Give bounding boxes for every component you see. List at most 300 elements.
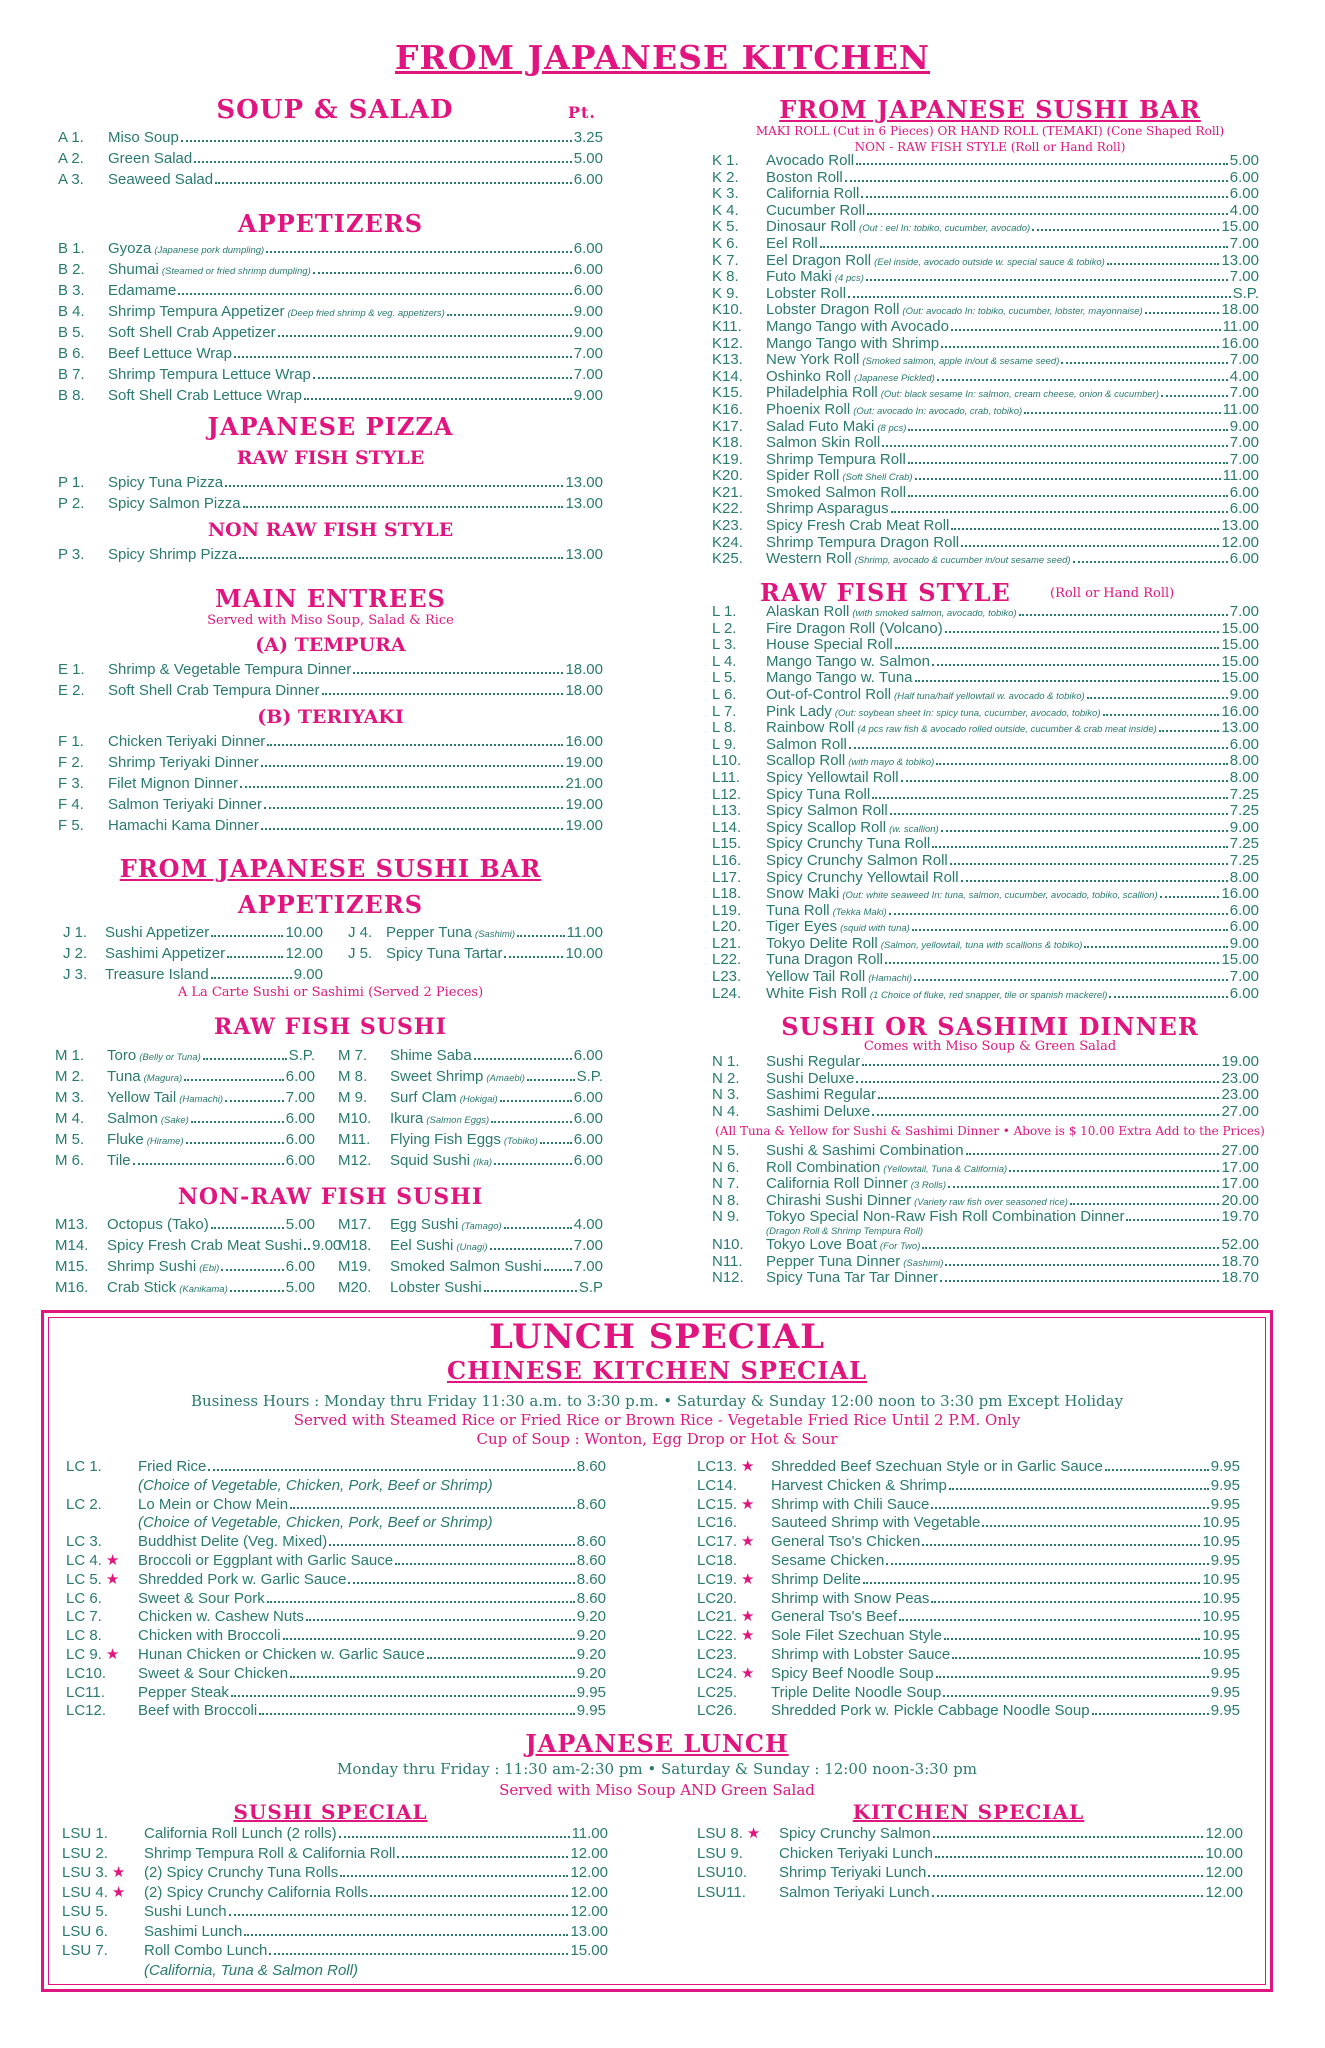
dot-leader bbox=[941, 830, 1228, 832]
item-name: Gyoza bbox=[108, 240, 152, 257]
item-description: (For Two) bbox=[879, 1241, 921, 1252]
dot-leader bbox=[1160, 896, 1220, 898]
menu-item bbox=[697, 1571, 1240, 1590]
item-code: LC10. bbox=[66, 1664, 107, 1682]
dot-leader bbox=[225, 1100, 284, 1102]
dot-leader bbox=[264, 807, 563, 809]
item-name: Shrimp Teriyaki Dinner bbox=[108, 754, 259, 771]
dot-leader bbox=[933, 1836, 1204, 1838]
item-description: (Sake) bbox=[160, 1115, 189, 1126]
item-description: (Salmon, yellowtail, tuna with scallions & tobiko) bbox=[880, 939, 1083, 951]
item-price: 6.00 bbox=[573, 261, 603, 278]
item-code: LSU 1. bbox=[62, 1825, 108, 1842]
menu-item bbox=[66, 1552, 606, 1571]
item-name: Spicy Shrimp Pizza bbox=[108, 546, 238, 563]
dot-leader bbox=[940, 1280, 1219, 1282]
dot-leader bbox=[227, 956, 283, 958]
menu-item bbox=[63, 964, 323, 985]
item-price: 9.95 bbox=[576, 1702, 606, 1720]
menu-item bbox=[55, 1150, 315, 1171]
entrees-note: Served with Miso Soup, Salad & Rice bbox=[207, 613, 454, 628]
item-code: M16. bbox=[55, 1279, 89, 1296]
dot-leader bbox=[234, 356, 572, 358]
item-code: L23. bbox=[712, 968, 742, 986]
dot-leader bbox=[186, 1142, 284, 1144]
spicy-star-icon: ★ bbox=[105, 1645, 120, 1663]
dot-leader bbox=[211, 935, 283, 937]
item-price: 13.00 bbox=[570, 1922, 608, 1940]
item-name: Spicy Tuna Tar Tar Dinner bbox=[766, 1269, 939, 1287]
item-code: K16. bbox=[712, 400, 743, 418]
dot-leader bbox=[915, 680, 1220, 682]
menu-item bbox=[712, 1054, 1259, 1071]
item-code: B 8. bbox=[58, 387, 85, 404]
nonraw-style-note: NON - RAW FISH STYLE (Roll or Hand Roll) bbox=[854, 140, 1126, 154]
menu-item bbox=[697, 1514, 1240, 1533]
dot-leader bbox=[849, 747, 1228, 749]
menu-item bbox=[338, 1087, 603, 1108]
item-price: 3.25 bbox=[573, 129, 603, 146]
item-price: 17.00 bbox=[1221, 1175, 1259, 1193]
item-code: L21. bbox=[712, 934, 742, 952]
menu-item bbox=[712, 637, 1259, 654]
item-price: 5.00 bbox=[285, 1216, 315, 1233]
item-code: N 8. bbox=[712, 1191, 740, 1209]
pizza-raw-list bbox=[58, 472, 603, 514]
dot-leader bbox=[239, 557, 563, 559]
menu-item bbox=[712, 501, 1259, 518]
item-price: S.P. bbox=[1232, 284, 1259, 302]
menu-item bbox=[712, 286, 1259, 303]
item-code: B 3. bbox=[58, 282, 85, 299]
item-name: Shrimp Tempura Roll & California Roll bbox=[144, 1844, 396, 1862]
menu-item bbox=[55, 1129, 315, 1150]
item-note bbox=[62, 1961, 608, 1981]
item-name: Spicy Beef Noodle Soup bbox=[771, 1664, 934, 1682]
maki-note: MAKI ROLL (Cut in 6 Pieces) OR HAND ROLL (TEMAKI) (Cone Shaped Roll) bbox=[755, 124, 1225, 138]
item-description: (Out : eel In: tobiko, cucumber, avocado) bbox=[859, 223, 1031, 235]
sushi-special-heading: SUSHI SPECIAL bbox=[233, 1800, 428, 1824]
dot-leader bbox=[966, 1153, 1220, 1155]
item-name: Salmon Teriyaki Lunch bbox=[779, 1883, 930, 1901]
item-code: N 7. bbox=[712, 1175, 740, 1193]
menu-item bbox=[55, 1214, 315, 1235]
item-description: (Hirame) bbox=[146, 1136, 184, 1147]
item-code: L13. bbox=[712, 802, 742, 820]
item-price: 13.00 bbox=[1221, 719, 1259, 737]
item-price: 8.60 bbox=[576, 1589, 606, 1607]
item-description: (Soft Shell Crab) bbox=[842, 472, 913, 484]
pizza-nonraw-list bbox=[58, 544, 603, 565]
item-code: M 5. bbox=[55, 1131, 85, 1148]
item-price: 13.00 bbox=[565, 474, 603, 491]
menu-item bbox=[66, 1496, 606, 1515]
menu-item bbox=[712, 302, 1259, 319]
dot-leader bbox=[339, 1836, 570, 1838]
pint-label: Pt. bbox=[568, 103, 596, 122]
menu-item bbox=[712, 352, 1259, 369]
sushi-bar-left-heading: FROM JAPANESE SUSHI BAR bbox=[119, 854, 542, 883]
item-price: 12.00 bbox=[285, 945, 323, 962]
item-name: Out-of-Control Roll bbox=[766, 685, 892, 703]
menu-item bbox=[712, 604, 1259, 621]
item-description: (4 pcs raw fish & avocado rolled outside, cucumber & crab meat inside) bbox=[857, 724, 1157, 736]
dot-leader bbox=[862, 1064, 1219, 1066]
menu-item bbox=[62, 1824, 608, 1844]
menu-item bbox=[697, 1627, 1240, 1646]
menu-item bbox=[712, 452, 1259, 469]
item-code: LC 8. bbox=[66, 1627, 102, 1645]
item-name: Shrimp Tempura Lettuce Wrap bbox=[108, 366, 311, 383]
item-price: 13.00 bbox=[565, 495, 603, 512]
japanese-lunch-hours: Monday thru Friday : 11:30 am-2:30 pm • Saturday & Sunday : 12:00 noon-3:30 pm bbox=[337, 1760, 977, 1778]
item-code: F 1. bbox=[58, 733, 84, 750]
dot-leader bbox=[1061, 362, 1227, 364]
dot-leader bbox=[181, 140, 572, 142]
item-price: 7.00 bbox=[573, 366, 603, 383]
item-name: California Roll Lunch (2 rolls) bbox=[144, 1825, 337, 1842]
menu-item bbox=[712, 936, 1259, 953]
item-price: 4.00 bbox=[1229, 201, 1259, 219]
dot-leader bbox=[863, 1582, 1200, 1584]
dot-leader bbox=[889, 913, 1228, 915]
item-description: (Smoked salmon, apple in/out & sesame seed) bbox=[862, 356, 1060, 368]
item-code: L 5. bbox=[712, 669, 737, 687]
item-code: M13. bbox=[55, 1216, 89, 1233]
item-name: Soft Shell Crab Tempura Dinner bbox=[108, 682, 320, 699]
item-price: 9.00 bbox=[1229, 685, 1259, 703]
dot-leader bbox=[891, 511, 1228, 513]
item-name: Lobster Dragon Roll bbox=[766, 301, 900, 319]
menu-item bbox=[697, 1477, 1240, 1496]
dot-leader bbox=[395, 1563, 575, 1565]
item-name: Eel Dragon Roll bbox=[766, 251, 872, 269]
item-code: LC 5. ★ bbox=[66, 1570, 120, 1588]
item-name: (2) Spicy Crunchy Tuna Rolls bbox=[144, 1864, 339, 1881]
item-name: Eel Sushi bbox=[390, 1237, 454, 1254]
menu-item bbox=[712, 836, 1259, 853]
item-name: Sushi Regular bbox=[766, 1053, 861, 1070]
item-price: 13.00 bbox=[565, 546, 603, 563]
dot-leader bbox=[527, 1079, 575, 1081]
item-price: 7.00 bbox=[285, 1089, 315, 1106]
item-price: 4.00 bbox=[1229, 367, 1259, 385]
appetizers-list bbox=[58, 238, 603, 406]
dot-leader bbox=[229, 1914, 569, 1916]
menu-item bbox=[338, 1235, 603, 1256]
menu-item bbox=[712, 336, 1259, 353]
menu-item bbox=[712, 269, 1259, 286]
item-code: K 3. bbox=[712, 185, 739, 203]
item-price: 18.00 bbox=[1221, 301, 1259, 319]
item-code: LC19. ★ bbox=[697, 1570, 755, 1588]
item-code: M 7. bbox=[338, 1047, 368, 1064]
menu-item bbox=[66, 1627, 606, 1646]
dot-leader bbox=[504, 1227, 572, 1229]
dot-leader bbox=[866, 279, 1228, 281]
item-name: Yellow Tail Roll bbox=[766, 968, 866, 986]
item-code: LC 3. bbox=[66, 1533, 102, 1551]
menu-item bbox=[338, 1045, 603, 1066]
pizza-heading: JAPANESE PIZZA bbox=[207, 412, 454, 441]
item-name: Philadelphia Roll bbox=[766, 384, 878, 402]
item-code: J 4. bbox=[348, 924, 373, 941]
item-code: M15. bbox=[55, 1258, 89, 1275]
item-name: Alaskan Roll bbox=[766, 603, 850, 620]
dot-leader bbox=[427, 1657, 575, 1659]
menu-item bbox=[348, 922, 603, 943]
menu-item bbox=[338, 1256, 603, 1277]
chinese-kitchen-heading: CHINESE KITCHEN SPECIAL bbox=[446, 1356, 868, 1385]
item-description: (Hamachi) bbox=[868, 973, 913, 985]
item-name: Shrimp Sushi bbox=[107, 1258, 197, 1275]
item-price: 7.00 bbox=[1229, 434, 1259, 452]
item-description: (Ika) bbox=[473, 1157, 493, 1168]
item-name: Filet Mignon Dinner bbox=[108, 775, 239, 792]
menu-item bbox=[697, 1702, 1240, 1721]
dot-leader bbox=[961, 545, 1219, 547]
item-price: 6.00 bbox=[1229, 918, 1259, 936]
spicy-star-icon: ★ bbox=[741, 1627, 755, 1645]
menu-item bbox=[58, 773, 603, 794]
item-code: A 1. bbox=[58, 129, 84, 146]
menu-item bbox=[62, 1902, 608, 1922]
item-price: 4.00 bbox=[573, 1216, 603, 1233]
menu-item bbox=[58, 544, 603, 565]
menu-item bbox=[712, 753, 1259, 770]
menu-item bbox=[55, 1277, 315, 1298]
menu-item bbox=[63, 943, 323, 964]
item-description: (Japanese pork dumpling) bbox=[154, 245, 265, 256]
dot-leader bbox=[278, 335, 572, 337]
item-price: 6.00 bbox=[1229, 550, 1259, 568]
menu-item bbox=[338, 1108, 603, 1129]
item-name: Egg Sushi bbox=[390, 1216, 459, 1233]
menu-item bbox=[58, 364, 603, 385]
dot-leader bbox=[500, 1100, 572, 1102]
item-price: 9.00 bbox=[573, 303, 603, 320]
item-price: 6.00 bbox=[1229, 185, 1259, 203]
menu-item bbox=[55, 1087, 315, 1108]
item-code: K21. bbox=[712, 483, 743, 501]
item-description: (Out: black sesame In: salmon, cream cheese, onion & cucumber) bbox=[880, 389, 1160, 401]
item-note bbox=[66, 1477, 606, 1496]
teriyaki-list bbox=[58, 731, 603, 836]
dot-leader bbox=[935, 1856, 1203, 1858]
dot-leader bbox=[867, 213, 1228, 215]
k-roll-list bbox=[712, 153, 1259, 568]
item-name: Octopus (Tako) bbox=[107, 1216, 209, 1233]
menu-item bbox=[712, 1176, 1259, 1193]
item-price: 7.00 bbox=[1229, 968, 1259, 986]
item-name: Pepper Tuna bbox=[386, 924, 472, 941]
item-price: 7.25 bbox=[1229, 802, 1259, 820]
dot-leader bbox=[845, 180, 1228, 182]
item-name: Spicy Crunchy Tuna Roll bbox=[766, 835, 931, 853]
dot-leader bbox=[348, 1582, 574, 1584]
item-price: 11.00 bbox=[1222, 467, 1259, 485]
menu-item bbox=[62, 1941, 608, 1961]
menu-item bbox=[712, 468, 1259, 485]
dot-leader bbox=[322, 693, 564, 695]
tuna-yellow-note: (All Tuna & Yellow for Sushi & Sashimi Dinner • Above is $ 10.00 Extra Add to the Prices) bbox=[715, 1124, 1265, 1138]
dot-leader bbox=[848, 296, 1231, 298]
item-price: 10.95 bbox=[1202, 1645, 1240, 1663]
item-description: (Out: white seaweed In: tuna, salmon, cucumber, avocado, tobiko, scallion) bbox=[842, 890, 1158, 902]
dot-leader bbox=[914, 979, 1228, 981]
menu-item bbox=[697, 1458, 1240, 1477]
item-name: Beef Lettuce Wrap bbox=[108, 345, 232, 362]
item-price: 6.00 bbox=[285, 1068, 315, 1085]
item-price: 8.60 bbox=[576, 1551, 606, 1569]
spicy-star-icon: ★ bbox=[105, 1551, 120, 1569]
kitchen-special-list bbox=[697, 1824, 1243, 1902]
spicy-star-icon: ★ bbox=[741, 1458, 755, 1475]
dot-leader bbox=[856, 1081, 1219, 1083]
item-name: Beef with Broccoli bbox=[138, 1702, 258, 1720]
item-price: 15.00 bbox=[1221, 951, 1259, 969]
item-description: (3 Rolls) bbox=[910, 1180, 947, 1192]
menu-item bbox=[66, 1702, 606, 1721]
item-name: White Fish Roll bbox=[766, 984, 867, 1002]
item-price: 15.00 bbox=[1221, 218, 1259, 236]
dot-leader bbox=[951, 329, 1221, 331]
menu-item bbox=[58, 259, 603, 280]
dot-leader bbox=[872, 797, 1228, 799]
menu-item bbox=[58, 752, 603, 773]
menu-item bbox=[55, 1045, 315, 1066]
item-price: 18.70 bbox=[1221, 1269, 1259, 1287]
item-code: F 3. bbox=[58, 775, 84, 792]
item-price: 10.95 bbox=[1202, 1570, 1240, 1588]
item-description: (Steamed or fried shrimp dumpling) bbox=[161, 266, 311, 277]
item-code: N12. bbox=[712, 1269, 744, 1287]
item-name: Sashimi Lunch bbox=[144, 1922, 243, 1940]
item-code: L15. bbox=[712, 835, 742, 853]
item-name: Toro bbox=[107, 1047, 137, 1064]
item-name: Spicy Crunchy Yellowtail Roll bbox=[766, 868, 959, 886]
item-code: L14. bbox=[712, 818, 742, 836]
item-name: Tokyo Special Non-Raw Fish Roll Combination Dinner bbox=[766, 1208, 1125, 1226]
item-code: LC 2. bbox=[66, 1495, 102, 1513]
item-price: 12.00 bbox=[570, 1883, 608, 1901]
item-name: Sushi Deluxe bbox=[766, 1069, 855, 1087]
item-price: 23.00 bbox=[1221, 1069, 1259, 1087]
item-code: L16. bbox=[712, 851, 742, 869]
item-code: N10. bbox=[712, 1236, 744, 1253]
item-code: L 8. bbox=[712, 719, 737, 737]
item-name: Sushi Lunch bbox=[144, 1903, 227, 1920]
raw-fish-sushi-heading: RAW FISH SUSHI bbox=[214, 1014, 447, 1040]
item-price: S.P. bbox=[288, 1047, 315, 1064]
item-code: L22. bbox=[712, 951, 742, 969]
menu-item bbox=[712, 1209, 1259, 1226]
item-code: LC 9. ★ bbox=[66, 1645, 120, 1663]
dot-leader bbox=[915, 478, 1221, 480]
dot-leader bbox=[225, 485, 563, 487]
item-description: (Sashimi) bbox=[903, 1257, 944, 1269]
item-price: 52.00 bbox=[1221, 1236, 1259, 1253]
item-price: 9.95 bbox=[576, 1683, 606, 1701]
item-description: (Half tuna/half yellowtail w. avocado & tobiko) bbox=[894, 690, 1085, 702]
item-code: N 9. bbox=[712, 1208, 740, 1226]
item-name: House Special Roll bbox=[766, 636, 893, 654]
spicy-star-icon: ★ bbox=[741, 1664, 755, 1682]
pizza-nonraw-heading: NON RAW FISH STYLE bbox=[207, 519, 454, 541]
dot-leader bbox=[856, 163, 1228, 165]
item-price: 6.00 bbox=[1229, 500, 1259, 518]
menu-item bbox=[338, 1066, 603, 1087]
item-name: Yellow Tail bbox=[107, 1089, 177, 1106]
item-code: L 4. bbox=[712, 652, 737, 670]
spicy-star-icon: ★ bbox=[741, 1495, 755, 1513]
item-name: Shrimp Tempura Appetizer bbox=[108, 303, 285, 320]
sushi-app-right-list bbox=[348, 922, 603, 964]
item-code: LSU 3. ★ bbox=[62, 1864, 126, 1881]
menu-item bbox=[712, 1160, 1259, 1177]
item-code: K 8. bbox=[712, 268, 739, 286]
menu-item bbox=[58, 301, 603, 322]
item-name: Shrimp & Vegetable Tempura Dinner bbox=[108, 661, 352, 678]
item-code: LC 7. bbox=[66, 1608, 102, 1626]
item-description: (Yellowtail, Tuna & California) bbox=[883, 1163, 1008, 1175]
item-code: L20. bbox=[712, 918, 742, 936]
item-code: P 1. bbox=[58, 474, 85, 491]
menu-item bbox=[712, 820, 1259, 837]
japanese-lunch-served: Served with Miso Soup AND Green Salad bbox=[499, 1781, 815, 1799]
dot-leader bbox=[948, 1186, 1219, 1188]
item-code: A 3. bbox=[58, 171, 84, 188]
dot-leader bbox=[313, 377, 572, 379]
dot-leader bbox=[1092, 1713, 1209, 1715]
dot-leader bbox=[1161, 395, 1228, 397]
item-price: 9.00 bbox=[1229, 934, 1259, 952]
item-code: LC24. ★ bbox=[697, 1664, 755, 1682]
item-name: Shrimp Tempura Roll bbox=[766, 450, 906, 468]
item-name: Spicy Fresh Crab Meat Roll bbox=[766, 517, 950, 535]
dot-leader bbox=[937, 379, 1228, 381]
item-name: Spicy Salmon Pizza bbox=[108, 495, 241, 512]
item-code: N 4. bbox=[712, 1102, 740, 1120]
item-name: Chicken with Broccoli bbox=[138, 1627, 281, 1645]
menu-item bbox=[697, 1665, 1240, 1684]
menu-item bbox=[697, 1844, 1243, 1864]
item-code: B 2. bbox=[58, 261, 85, 278]
item-price: 9.20 bbox=[576, 1664, 606, 1682]
dot-leader bbox=[1103, 714, 1220, 716]
item-name: Fluke bbox=[107, 1131, 144, 1148]
item-name: Sashimi Regular bbox=[766, 1086, 877, 1104]
item-name: Shumai bbox=[108, 261, 159, 278]
n-dinner-list bbox=[712, 1054, 1259, 1120]
item-name: Miso Soup bbox=[108, 129, 179, 146]
item-name: Shrimp with Snow Peas bbox=[771, 1589, 930, 1607]
dot-leader bbox=[504, 956, 563, 958]
item-name: General Tso's Chicken bbox=[771, 1533, 921, 1551]
dot-leader bbox=[490, 1248, 572, 1250]
item-price: 10.00 bbox=[1205, 1844, 1243, 1862]
item-name: Flying Fish Eggs bbox=[390, 1131, 501, 1148]
menu-item bbox=[348, 943, 603, 964]
item-price: 9.95 bbox=[1210, 1664, 1240, 1682]
item-price: 12.00 bbox=[1205, 1883, 1243, 1901]
item-code: F 5. bbox=[58, 817, 84, 834]
item-description: (Out: soybean sheet In: spicy tuna, cucumber, avocado, tobiko) bbox=[834, 707, 1101, 719]
menu-item bbox=[712, 153, 1259, 170]
menu-item bbox=[697, 1552, 1240, 1571]
item-code: K14. bbox=[712, 367, 743, 385]
dot-leader bbox=[397, 1856, 568, 1858]
